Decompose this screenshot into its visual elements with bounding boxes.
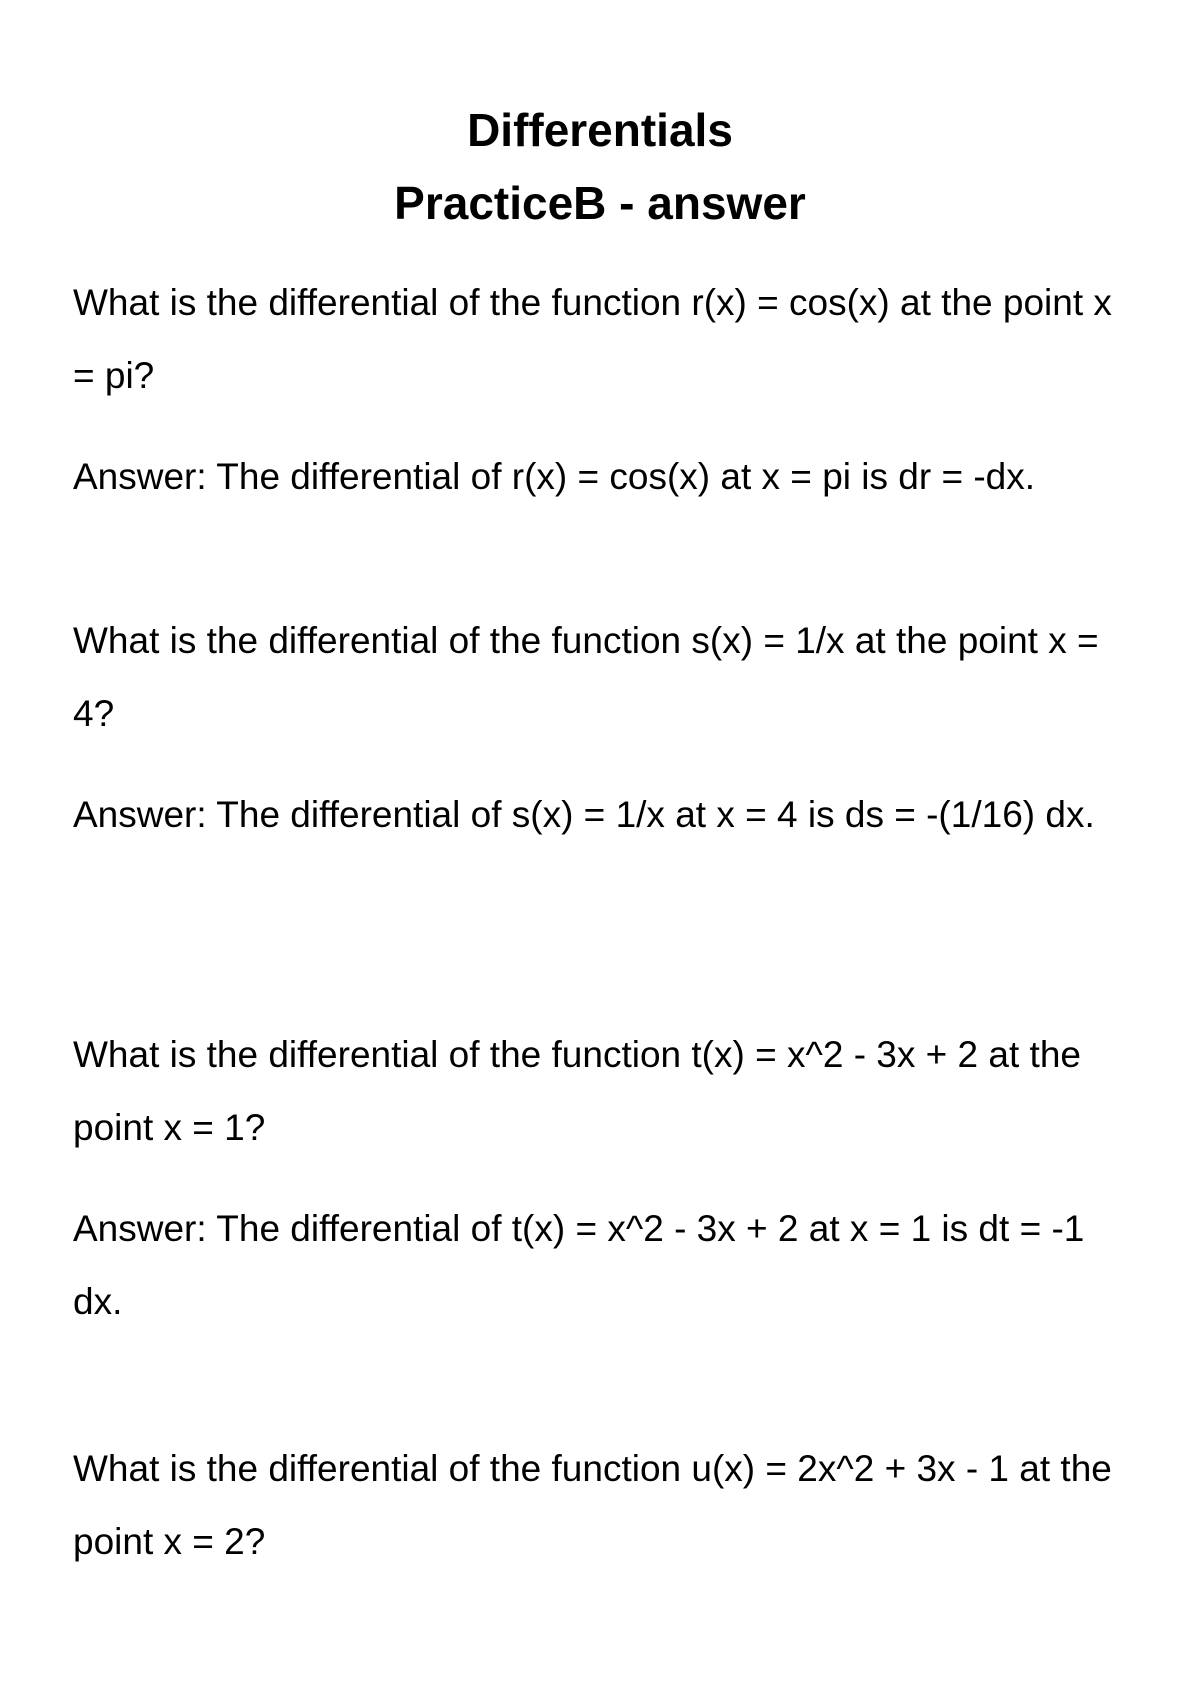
question-4: What is the differential of the function u(x) = 2x^2 + 3x - 1 at the point x = 2? bbox=[73, 1448, 1112, 1562]
page-title: Differentials bbox=[467, 104, 733, 156]
page-subtitle: PracticeB - answer bbox=[394, 177, 806, 229]
question-1: What is the differential of the function r(x) = cos(x) at the point x = pi? bbox=[73, 282, 1112, 396]
answer-1: Answer: The differential of r(x) = cos(x) at x = pi is dr = -dx. bbox=[73, 456, 1036, 497]
question-2: What is the differential of the function s(x) = 1/x at the point x = 4? bbox=[73, 620, 1099, 734]
answer-3: Answer: The differential of t(x) = x^2 - 3x + 2 at x = 1 is dt = -1 dx. bbox=[73, 1208, 1085, 1322]
answer-2: Answer: The differential of s(x) = 1/x at x = 4 is ds = -(1/16) dx. bbox=[73, 794, 1095, 835]
question-3: What is the differential of the function t(x) = x^2 - 3x + 2 at the point x = 1? bbox=[73, 1034, 1081, 1148]
